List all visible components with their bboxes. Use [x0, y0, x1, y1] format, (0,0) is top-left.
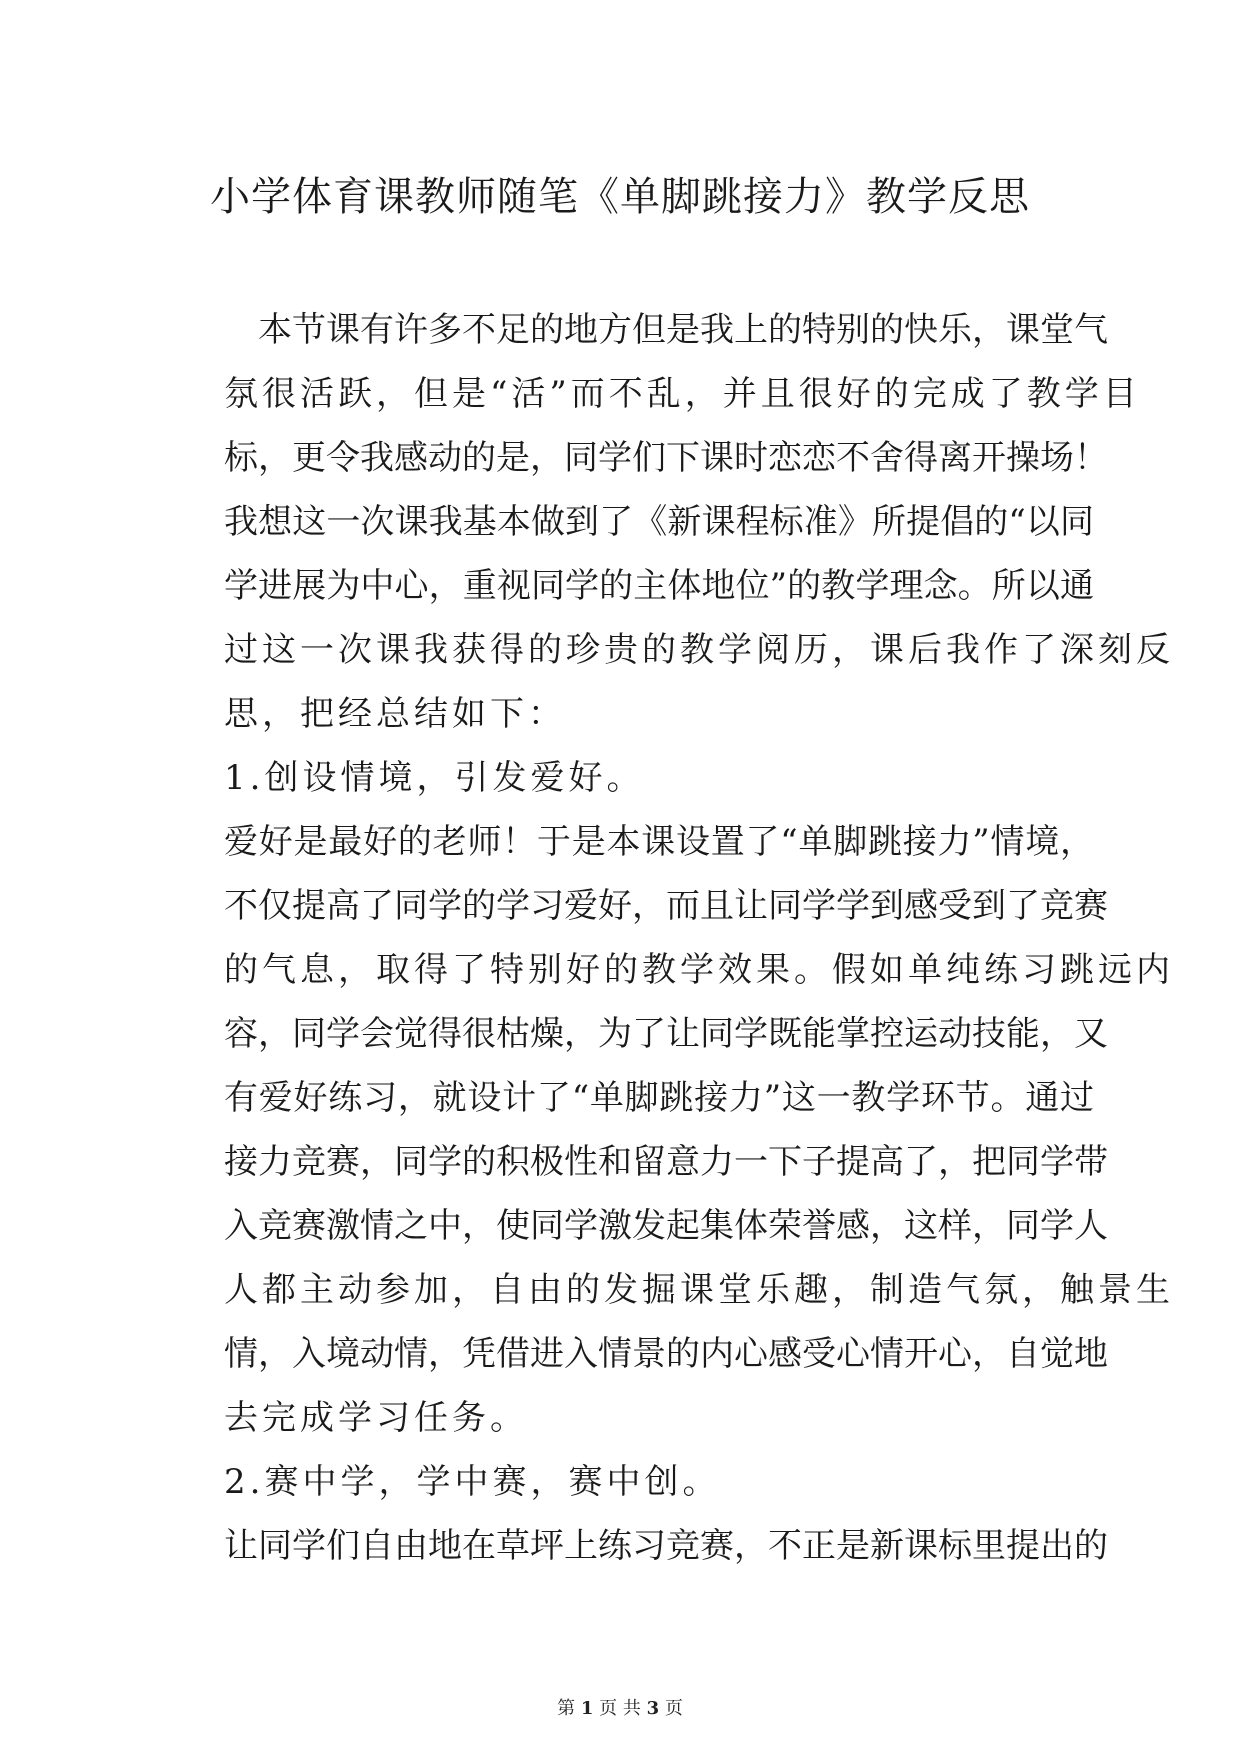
body-line: 去完成学习任务。 — [224, 1398, 528, 1438]
body-line: 接力竞赛，同学的积极性和留意力一下子提高了，把同学带 — [224, 1142, 1108, 1182]
body-line: 学进展为中心，重视同学的主体地位”的教学理念。所以通 — [224, 566, 1094, 606]
body-line: 人都主动参加，自由的发掘课堂乐趣，制造气氛，触景生 — [224, 1270, 1174, 1310]
body-line: 思，把经总结如下： — [224, 694, 566, 734]
footer-suffix: 页 — [664, 1698, 683, 1719]
page-footer — [0, 1697, 1240, 1721]
section-heading: 2.赛中学，学中赛，赛中创。 — [224, 1462, 721, 1502]
body-line: 有爱好练习，就设计了“单脚跳接力”这一教学环节。通过 — [224, 1078, 1094, 1118]
section-heading: 1.创设情境，引发爱好。 — [224, 758, 645, 798]
footer-middle: 页 共 — [599, 1698, 641, 1719]
body-line: 标，更令我感动的是，同学们下课时恋恋不舍得离开操场！ — [224, 438, 1108, 478]
footer-total-pages: 3 — [646, 1698, 660, 1719]
body-line: 情，入境动情，凭借进入情景的内心感受心情开心，自觉地 — [224, 1334, 1108, 1374]
body-line: 的气息，取得了特别好的教学效果。假如单纯练习跳远内 — [224, 950, 1174, 990]
body-line: 我想这一次课我基本做到了《新课程标准》所提倡的“以同 — [224, 502, 1094, 542]
body-line: 氛很活跃，但是“活”而不乱，并且很好的完成了教学目 — [224, 374, 1141, 414]
document-title: 小学体育课教师随笔《单脚跳接力》教学反思 — [210, 174, 1030, 220]
document-body — [224, 298, 1174, 1578]
footer-page-number: 1 — [580, 1698, 594, 1719]
body-line: 爱好是最好的老师！于是本课设置了“单脚跳接力”情境， — [224, 822, 1094, 862]
body-line: 本节课有许多不足的地方但是我上的特别的快乐，课堂气 — [224, 310, 1108, 350]
footer-prefix: 第 — [557, 1698, 576, 1719]
body-line: 过这一次课我获得的珍贵的教学阅历，课后我作了深刻反 — [224, 630, 1174, 670]
body-line: 入竞赛激情之中，使同学激发起集体荣誉感，这样，同学人 — [224, 1206, 1108, 1246]
body-line: 让同学们自由地在草坪上练习竞赛，不正是新课标里提出的 — [224, 1526, 1108, 1566]
body-line: 容，同学会觉得很枯燥，为了让同学既能掌控运动技能，又 — [224, 1014, 1108, 1054]
body-line: 不仅提高了同学的学习爱好，而且让同学学到感受到了竞赛 — [224, 886, 1108, 926]
